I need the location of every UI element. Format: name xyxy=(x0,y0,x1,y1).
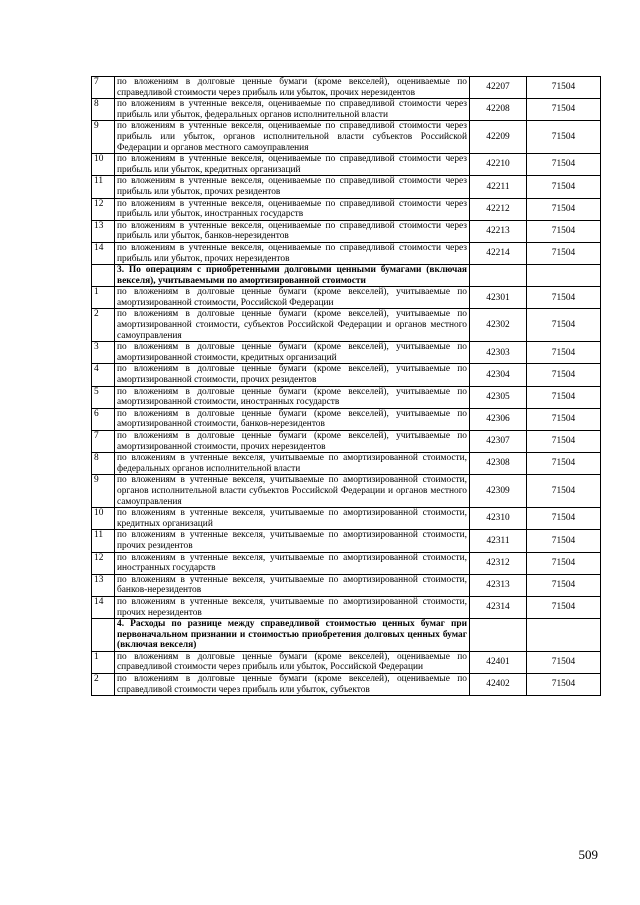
table-row xyxy=(92,198,601,220)
account-code: 42314 xyxy=(470,596,527,618)
symbol-code: 71504 xyxy=(527,198,601,220)
row-description: по вложениям в долговые ценные бумаги (кроме векселей), учитываемые по амортизированной стоимости, прочих резидентов xyxy=(115,364,470,386)
symbol-code: 71504 xyxy=(527,431,601,453)
account-code: 42210 xyxy=(470,154,527,176)
account-code: 42302 xyxy=(470,309,527,342)
row-number: 9 xyxy=(92,475,115,508)
account-code: 42305 xyxy=(470,386,527,408)
account-code: 42308 xyxy=(470,453,527,475)
table-row xyxy=(92,121,601,154)
table-row xyxy=(92,220,601,242)
symbol-cell xyxy=(527,619,601,652)
symbol-code: 71504 xyxy=(527,596,601,618)
row-description: по вложениям в учтенные векселя, оцениваемые по справедливой стоимости через прибыль или убыток, прочих нерезидентов xyxy=(115,242,470,264)
row-description: по вложениям в учтенные векселя, оцениваемые по справедливой стоимости через прибыль или убыток, иностранных государств xyxy=(115,198,470,220)
row-description: по вложениям в долговые ценные бумаги (кроме векселей), оцениваемые по справедливой стоимости через прибыль или убыток, субъектов xyxy=(115,674,470,696)
code-cell xyxy=(470,619,527,652)
row-description: по вложениям в долговые ценные бумаги (кроме векселей), учитываемые по амортизированной стоимости, банков-нерезидентов xyxy=(115,408,470,430)
row-description: по вложениям в учтенные векселя, оцениваемые по справедливой стоимости через прибыль или убыток, банков-нерезидентов xyxy=(115,220,470,242)
row-number: 12 xyxy=(92,552,115,574)
row-description: по вложениям в учтенные векселя, учитываемые по амортизированной стоимости, прочих нерезидентов xyxy=(115,596,470,618)
row-description: по вложениям в долговые ценные бумаги (кроме векселей), учитываемые по амортизированной стоимости, кредитных организаций xyxy=(115,342,470,364)
account-code: 42309 xyxy=(470,475,527,508)
row-number: 8 xyxy=(92,453,115,475)
account-code: 42313 xyxy=(470,574,527,596)
row-number: 4 xyxy=(92,364,115,386)
table-row xyxy=(92,242,601,264)
accounts-table-body xyxy=(92,77,601,696)
symbol-code: 71504 xyxy=(527,674,601,696)
symbol-code: 71504 xyxy=(527,408,601,430)
symbol-code: 71504 xyxy=(527,220,601,242)
section-heading: 3. По операциям с приобретенными долговыми ценными бумагами (включая векселя), учитываемыми по амортизированной стоимости xyxy=(115,265,470,287)
account-code: 42301 xyxy=(470,287,527,309)
symbol-code: 71504 xyxy=(527,552,601,574)
row-description: по вложениям в учтенные векселя, оцениваемые по справедливой стоимости через прибыль или убыток, прочих резидентов xyxy=(115,176,470,198)
symbol-cell xyxy=(527,265,601,287)
account-code: 42207 xyxy=(470,77,527,99)
account-code: 42214 xyxy=(470,242,527,264)
account-code: 42213 xyxy=(470,220,527,242)
accounts-table xyxy=(91,76,601,696)
row-number: 13 xyxy=(92,574,115,596)
symbol-code: 71504 xyxy=(527,574,601,596)
account-code: 42212 xyxy=(470,198,527,220)
row-number: 12 xyxy=(92,198,115,220)
account-code: 42306 xyxy=(470,408,527,430)
account-code: 42304 xyxy=(470,364,527,386)
symbol-code: 71504 xyxy=(527,154,601,176)
table-row xyxy=(92,552,601,574)
table-row xyxy=(92,508,601,530)
symbol-code: 71504 xyxy=(527,121,601,154)
row-number: 3 xyxy=(92,342,115,364)
account-code: 42208 xyxy=(470,99,527,121)
row-number: 5 xyxy=(92,386,115,408)
table-row xyxy=(92,309,601,342)
symbol-code: 71504 xyxy=(527,77,601,99)
account-code: 42211 xyxy=(470,176,527,198)
symbol-code: 71504 xyxy=(527,309,601,342)
row-number: 11 xyxy=(92,176,115,198)
row-number: 7 xyxy=(92,77,115,99)
row-number: 7 xyxy=(92,431,115,453)
row-number: 13 xyxy=(92,220,115,242)
account-code: 42303 xyxy=(470,342,527,364)
symbol-code: 71504 xyxy=(527,364,601,386)
table-row xyxy=(92,386,601,408)
section-header-row xyxy=(92,265,601,287)
row-number: 14 xyxy=(92,242,115,264)
section-heading: 4. Расходы по разнице между справедливой стоимостью ценных бумаг при первоначальном признании и стоимостью приобретения долговых ценных бумаг (включая векселя) xyxy=(115,619,470,652)
account-code: 42401 xyxy=(470,651,527,673)
table-row xyxy=(92,475,601,508)
row-number: 1 xyxy=(92,651,115,673)
symbol-code: 71504 xyxy=(527,530,601,552)
table-row xyxy=(92,342,601,364)
table-row xyxy=(92,99,601,121)
row-number: 9 xyxy=(92,121,115,154)
table-row xyxy=(92,364,601,386)
account-code: 42310 xyxy=(470,508,527,530)
account-code: 42402 xyxy=(470,674,527,696)
table-row xyxy=(92,77,601,99)
symbol-code: 71504 xyxy=(527,99,601,121)
account-code: 42307 xyxy=(470,431,527,453)
symbol-code: 71504 xyxy=(527,453,601,475)
row-description: по вложениям в учтенные векселя, оцениваемые по справедливой стоимости через прибыль или убыток, федеральных органов исполнительной власти xyxy=(115,99,470,121)
row-number: 8 xyxy=(92,99,115,121)
table-row xyxy=(92,674,601,696)
row-description: по вложениям в долговые ценные бумаги (кроме векселей), учитываемые по амортизированной стоимости, иностранных государств xyxy=(115,386,470,408)
row-description: по вложениям в долговые ценные бумаги (кроме векселей), оцениваемые по справедливой стоимости через прибыль или убыток, Российской Федерации xyxy=(115,651,470,673)
table-row xyxy=(92,154,601,176)
table-row xyxy=(92,596,601,618)
row-number: 2 xyxy=(92,309,115,342)
table-row xyxy=(92,408,601,430)
row-number: 10 xyxy=(92,154,115,176)
table-row xyxy=(92,574,601,596)
section-header-row xyxy=(92,619,601,652)
row-number: 2 xyxy=(92,674,115,696)
row-number: 6 xyxy=(92,408,115,430)
table-row xyxy=(92,651,601,673)
account-code: 42209 xyxy=(470,121,527,154)
table-row xyxy=(92,530,601,552)
symbol-code: 71504 xyxy=(527,508,601,530)
page-number: 509 xyxy=(578,847,598,862)
symbol-code: 71504 xyxy=(527,386,601,408)
row-description: по вложениям в учтенные векселя, оцениваемые по справедливой стоимости через прибыль или убыток, кредитных организаций xyxy=(115,154,470,176)
symbol-code: 71504 xyxy=(527,651,601,673)
table-row xyxy=(92,287,601,309)
table-row xyxy=(92,453,601,475)
symbol-code: 71504 xyxy=(527,242,601,264)
account-code: 42311 xyxy=(470,530,527,552)
row-number: 14 xyxy=(92,596,115,618)
table-row xyxy=(92,176,601,198)
row-description: по вложениям в учтенные векселя, учитываемые по амортизированной стоимости, банков-нерезидентов xyxy=(115,574,470,596)
symbol-code: 71504 xyxy=(527,176,601,198)
symbol-code: 71504 xyxy=(527,342,601,364)
row-description: по вложениям в долговые ценные бумаги (кроме векселей), учитываемые по амортизированной стоимости, Российской Федерации xyxy=(115,287,470,309)
number-cell xyxy=(92,619,115,652)
number-cell xyxy=(92,265,115,287)
row-number: 11 xyxy=(92,530,115,552)
table-row xyxy=(92,431,601,453)
row-description: по вложениям в долговые ценные бумаги (кроме векселей), оцениваемые по справедливой стоимости через прибыль или убыток, прочих нерезидентов xyxy=(115,77,470,99)
code-cell xyxy=(470,265,527,287)
row-number: 10 xyxy=(92,508,115,530)
symbol-code: 71504 xyxy=(527,287,601,309)
symbol-code: 71504 xyxy=(527,475,601,508)
row-description: по вложениям в учтенные векселя, учитываемые по амортизированной стоимости, органов исполнительной власти субъектов Российской Федерации и органов местного самоуправления xyxy=(115,475,470,508)
account-code: 42312 xyxy=(470,552,527,574)
row-description: по вложениям в учтенные векселя, учитываемые по амортизированной стоимости, иностранных государств xyxy=(115,552,470,574)
row-description: по вложениям в долговые ценные бумаги (кроме векселей), учитываемые по амортизированной стоимости, прочих нерезидентов xyxy=(115,431,470,453)
row-description: по вложениям в долговые ценные бумаги (кроме векселей), учитываемые по амортизированной стоимости, субъектов Российской Федерации и органов местного самоуправления xyxy=(115,309,470,342)
row-description: по вложениям в учтенные векселя, учитываемые по амортизированной стоимости, прочих резидентов xyxy=(115,530,470,552)
row-number: 1 xyxy=(92,287,115,309)
row-description: по вложениям в учтенные векселя, учитываемые по амортизированной стоимости, федеральных органов исполнительной власти xyxy=(115,453,470,475)
row-description: по вложениям в учтенные векселя, оцениваемые по справедливой стоимости через прибыль или убыток, органов исполнительной власти субъектов Российской Федерации и органов местного самоуправления xyxy=(115,121,470,154)
row-description: по вложениям в учтенные векселя, учитываемые по амортизированной стоимости, кредитных организаций xyxy=(115,508,470,530)
